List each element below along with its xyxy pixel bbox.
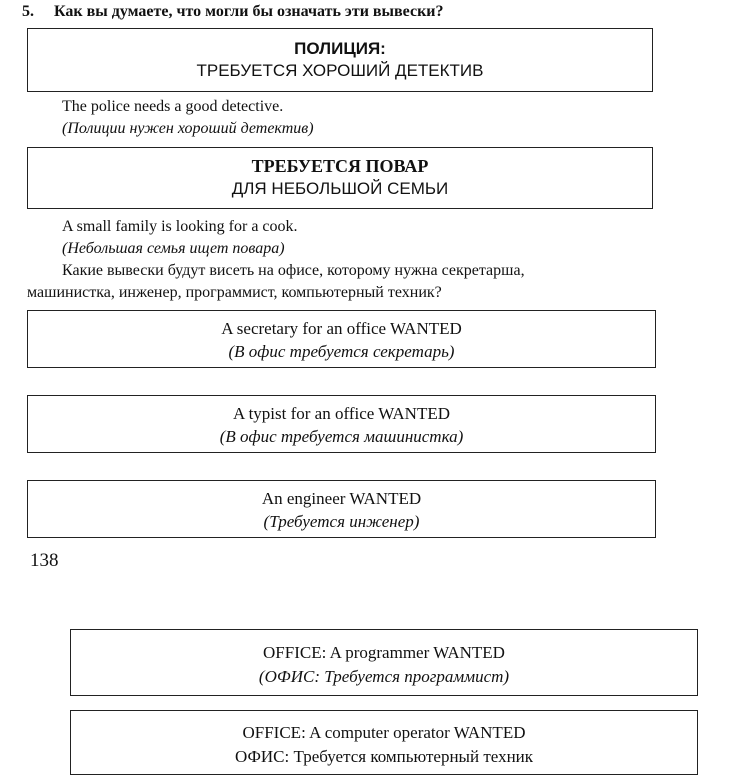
example-police-russian: (Полиции нужен хороший детектив) [62, 120, 314, 137]
sign-cook-subtitle: ДЛЯ НЕБОЛЬШОЙ СЕМЬИ [231, 179, 449, 198]
answer-typist-russian: (В офис требуется машинистка) [219, 427, 464, 446]
sign-police [27, 28, 653, 92]
answer-computer-operator-russian: ОФИС: Требуется компьютерный техник [234, 747, 534, 766]
sign-police-subtitle: ТРЕБУЕТСЯ ХОРОШИЙ ДЕТЕКТИВ [196, 61, 484, 80]
exercise-header [22, 3, 444, 21]
answer-typist-english: A typist for an office WANTED [232, 404, 451, 423]
answer-programmer [70, 629, 698, 696]
answer-programmer-english: OFFICE: A programmer WANTED [263, 643, 505, 662]
answer-engineer-english: An engineer WANTED [261, 489, 422, 508]
page-number: 138 [30, 550, 59, 571]
answer-computer-operator-english: OFFICE: A computer operator WANTED [242, 723, 526, 742]
task-text [27, 260, 653, 304]
exercise-question: Как вы думаете, что могли бы означать эти вывески? [54, 3, 444, 20]
example-cook-russian: (Небольшая семья ищет повара) [62, 240, 285, 257]
answer-secretary-russian: (В офис требуется секретарь) [228, 342, 455, 361]
answer-secretary-english: A secretary for an office WANTED [221, 319, 462, 338]
sign-cook [27, 147, 653, 209]
task-line-1: Какие вывески будут висеть на офисе, которому нужна секретарша, [62, 262, 525, 279]
exercise-number: 5. [22, 3, 34, 20]
example-police-english: The police needs a good detective. [62, 98, 284, 115]
example-cook-english: A small family is looking for a cook. [62, 218, 298, 235]
answer-secretary [27, 310, 656, 368]
answer-computer-operator [70, 710, 698, 775]
answer-programmer-russian: (ОФИС: Требуется программист) [258, 667, 510, 686]
example-police [62, 96, 314, 140]
sign-cook-title: ТРЕБУЕТСЯ ПОВАР [251, 156, 429, 176]
answer-typist [27, 395, 656, 453]
example-cook [62, 216, 298, 260]
answer-engineer-russian: (Требуется инженер) [263, 512, 420, 531]
answer-engineer [27, 480, 656, 538]
task-line-2: машинистка, инженер, программист, компьютерный техник? [27, 284, 442, 301]
sign-police-title: ПОЛИЦИЯ: [294, 39, 386, 58]
